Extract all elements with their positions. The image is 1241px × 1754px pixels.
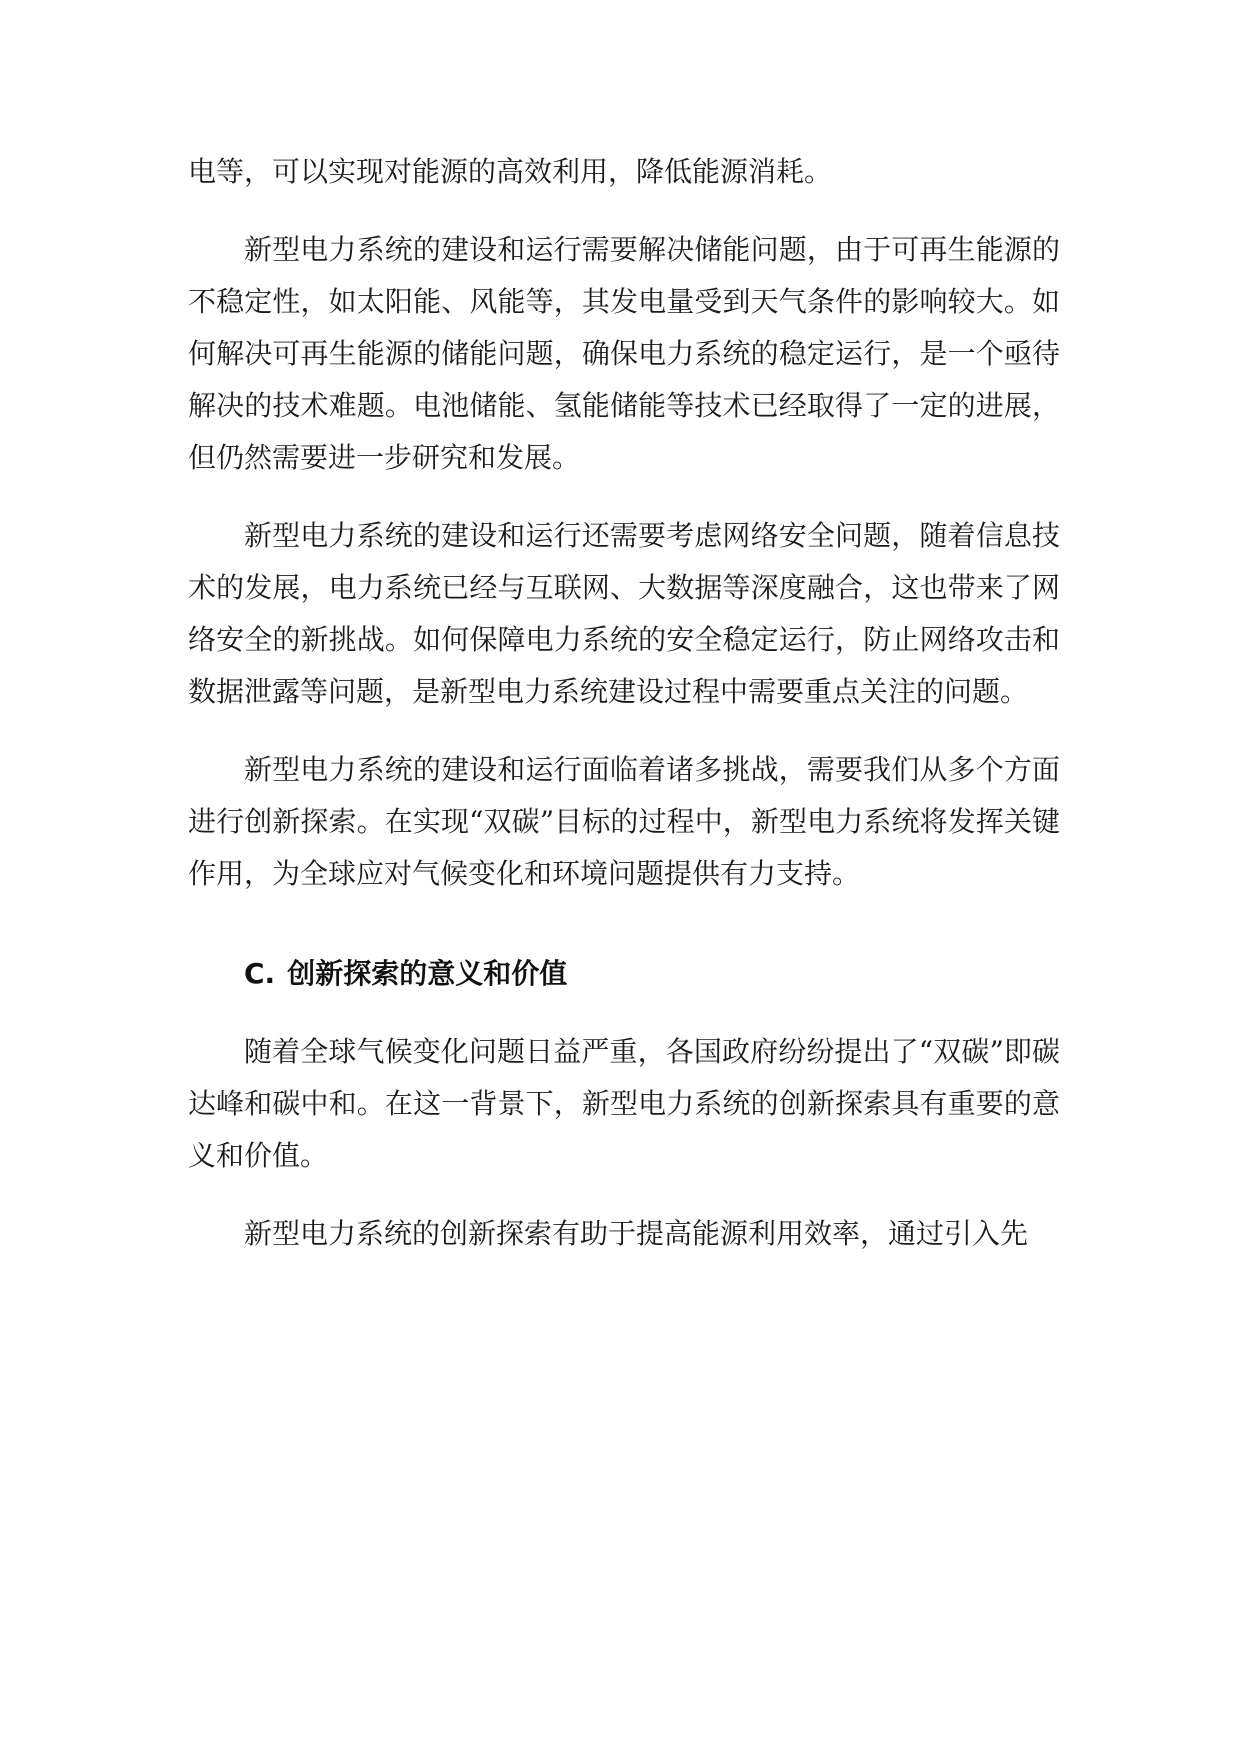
section-heading bbox=[188, 948, 1060, 1000]
paragraph-efficiency: 新型电力系统的创新探索有助于提高能源利用效率，通过引入先 bbox=[244, 1217, 1029, 1250]
paragraph-challenges-summary: 新型电力系统的建设和运行面临着诸多挑战，需要我们从多个方面进行创新探索。在实现“双碳”目标的过程中，新型电力系统将发挥关键作用，为全球应对气候变化和环境问题提供有力支持。 bbox=[188, 753, 1060, 890]
paragraph-network-security: 新型电力系统的建设和运行还需要考虑网络安全问题，随着信息技术的发展，电力系统已经与互联网、大数据等深度融合，这也带来了网络安全的新挑战。如何保障电力系统的安全稳定运行，防止网络攻击和数据泄露等问题，是新型电力系统建设过程中需要重点关注的问题。 bbox=[188, 519, 1060, 708]
section-number: C. bbox=[244, 957, 276, 990]
paragraph-continuation: 电等，可以实现对能源的高效利用，降低能源消耗。 bbox=[188, 155, 833, 188]
document-body bbox=[188, 146, 1060, 1286]
paragraph-energy-storage: 新型电力系统的建设和运行需要解决储能问题，由于可再生能源的不稳定性，如太阳能、风能等，其发电量受到天气条件的影响较大。如何解决可再生能源的储能问题，确保电力系统的稳定运行，是一个亟待解决的技术难题。电池储能、氢能储能等技术已经取得了一定的进展，但仍然需要进一步研究和发展。 bbox=[188, 233, 1060, 474]
paragraph-background: 随着全球气候变化问题日益严重，各国政府纷纷提出了“双碳”即碳达峰和碳中和。在这一背景下，新型电力系统的创新探索具有重要的意义和价值。 bbox=[188, 1035, 1060, 1172]
section-title: 创新探索的意义和价值 bbox=[287, 957, 568, 990]
